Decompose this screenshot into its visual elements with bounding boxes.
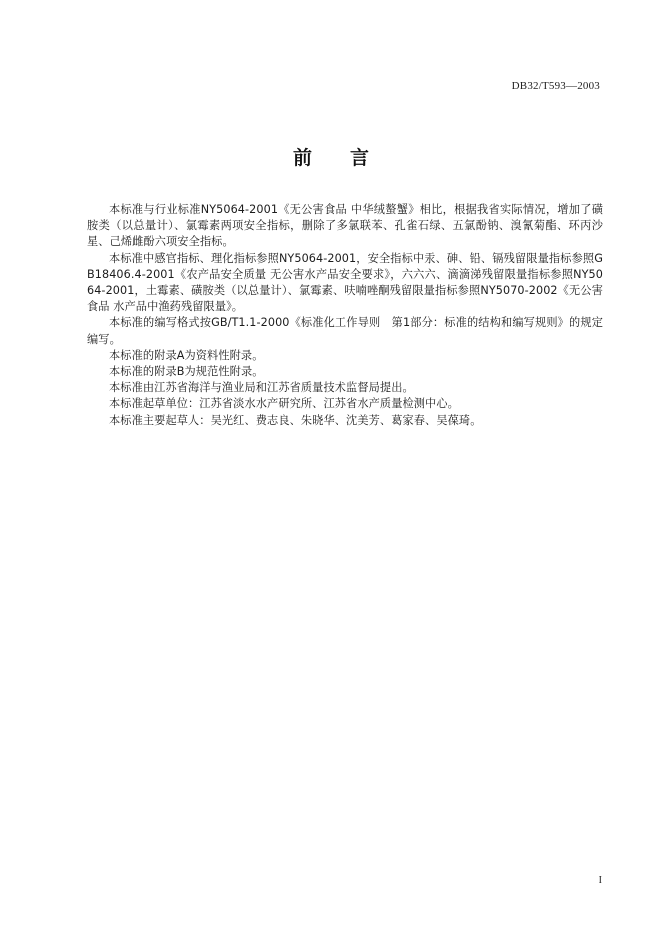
paragraph-drafting-units: 本标准起草单位：江苏省淡水水产研究所、江苏省水产质量检测中心。	[109, 397, 459, 411]
paragraph-drafters: 本标准主要起草人：吴光红、费志良、朱晓华、沈美芳、葛家春、吴葆琦。	[109, 413, 482, 427]
paragraph-proposer: 本标准由江苏省海洋与渔业局和江苏省质量技术监督局提出。	[109, 381, 414, 395]
paragraph-appendix-b: 本标准的附录B为规范性附录。	[109, 365, 264, 379]
page-title: 前 言	[292, 147, 369, 169]
paragraph-comparison: 本标准与行业标准NY5064-2001《无公害食品 中华绒螯蟹》相比，根据我省实际情况，增加了磺胺类（以总量计）、氯霉素两项安全指标，删除了多氯联苯、孔雀石绿、五氯酚钠、溴氰菊酯、环丙沙星、己烯雌酚六项安全指标。	[87, 203, 603, 249]
page-number: I	[598, 875, 602, 886]
foreword-body	[87, 202, 603, 429]
paragraph-indicators: 本标准中感官指标、理化指标参照NY5064-2001，安全指标中汞、砷、铅、镉残留限量指标参照GB18406.4-2001《农产品安全质量 无公害水产品安全要求》，六六六、滴滴涕残留限量指标参照NY5064-2001，土霉素、磺胺类（以总量计）、氯霉素、呋喃唑酮残留限量指标参照NY5070-2002《无公害食品 水产品中渔药残留限量》。	[87, 251, 603, 314]
document-code: DB32/T593—2003	[511, 80, 600, 92]
paragraph-appendix-a: 本标准的附录A为资料性附录。	[109, 348, 264, 362]
paragraph-format: 本标准的编写格式按GB/T1.1-2000《标准化工作导则 第1部分：标准的结构和编写规则》的规定编写。	[87, 316, 603, 346]
